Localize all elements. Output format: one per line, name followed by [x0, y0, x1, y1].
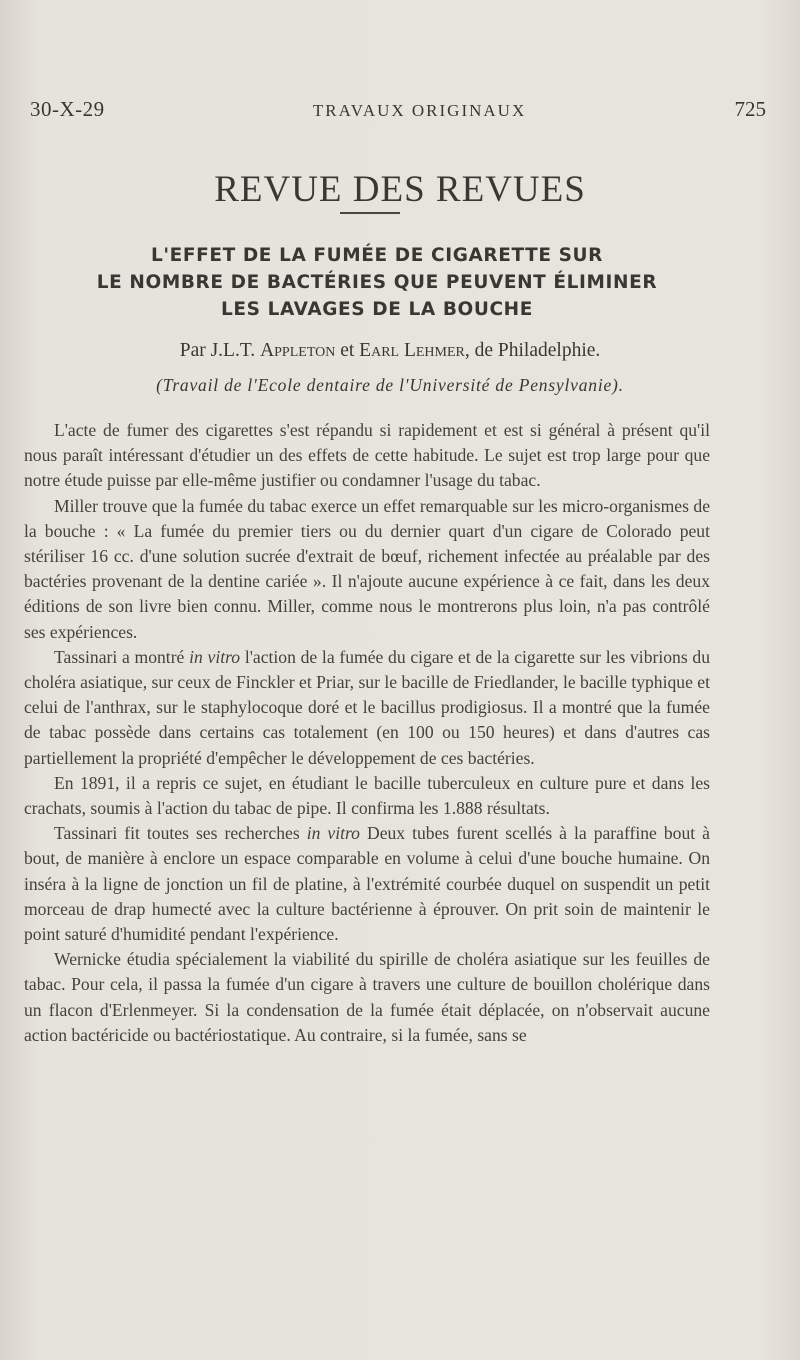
article-title-line: LE NOMBRE DE BACTÉRIES QUE PEUVENT ÉLIMINER — [96, 272, 658, 293]
article-title-line: L'EFFET DE LA FUMÉE DE CIGARETTE SUR — [150, 245, 604, 266]
paragraph: En 1891, il a repris ce sujet, en étudiant le bacille tuberculeux en culture pure et dans les crachats, soumis à l'action du tabac de pipe. Il confirma les 1.888 résultats. — [24, 772, 710, 819]
issue-date: 30-X-29 — [30, 97, 105, 121]
byline-prefix: Par J.L.T. — [179, 340, 256, 361]
paragraph-text: l'action de la fumée du cigare et de la cigarette sur les vibrions du choléra asiatique, sur ceux de Finckler et Priar, sur le bacille de Friedlander, le bacille typhique et celui de l'anthrax, sur le staphylocoque doré et le bacillus prodigiosus. Il a montré que la fumée de tabac possède dans certains cas totalement (en 100 ou 150 heures) et dans d'autres cas partiellement la propriété d'empêcher le développement de ces bactéries. — [24, 646, 710, 768]
paragraph — [24, 645, 710, 771]
author-appleton: Appleton — [260, 340, 336, 361]
byline — [0, 340, 780, 362]
article-title-line: LES LAVAGES DE LA BOUCHE — [221, 299, 533, 320]
paragraph — [24, 821, 710, 947]
page-number: 725 — [734, 97, 766, 121]
affiliation: (Travail de l'Ecole dentaire de l'Université de Pensylvanie). — [156, 375, 624, 395]
italic-term: in vitro — [189, 646, 241, 667]
section-title: REVUE DES REVUES — [214, 169, 586, 210]
paragraph-text: Deux tubes furent scellés à la paraffine bout à bout, de manière à enclore un espace comparable en volume à celui d'une bouche humaine. On inséra à la ligne de jonction un fil de platine, à l'extrémité courbée duquel on suspendit un petit morceau de drap humecté avec la culture bactérienne à éprouver. On prit soin de maintenir le point saturé d'humidité pendant l'expérience. — [24, 823, 710, 945]
paragraph-text: Tassinari fit toutes ses recherches — [54, 823, 300, 844]
article-body — [24, 418, 710, 1048]
paragraph: Wernicke étudia spécialement la viabilité du spirille de choléra asiatique sur les feuilles de tabac. Pour cela, il passa la fumée d'un cigare à travers une culture de bouillon cholérique dans un flacon d'Erlenmeyer. Si la condensation de la fumée était déplacée, on n'observait aucune action bactéricide ou bactériostatique. Au contraire, si la fumée, sans se — [24, 949, 710, 1045]
italic-term: in vitro — [306, 823, 360, 844]
running-head — [30, 97, 766, 122]
byline-conjunction: et — [340, 340, 355, 361]
paragraph-text: Tassinari a montré — [54, 646, 185, 667]
title-rule — [340, 212, 400, 214]
author-lehmer: Earl Lehmer, — [359, 340, 470, 361]
running-title: TRAVAUX ORIGINAUX — [312, 101, 527, 120]
byline-location: de Philadelphie. — [474, 340, 601, 361]
paragraph: Miller trouve que la fumée du tabac exerce un effet remarquable sur les micro-organismes de la bouche : « La fumée du premier tiers ou du dernier quart d'un cigare de Colorado peut stériliser 16 cc. d'une solution sucrée d'extrait de bœuf, richement infectée au préalable par des bactéries provenant de la dentine cariée ». Il n'ajoute aucune expérience à ce fait, dans les deux éditions de son livre bien connu. Miller, comme nous le montrerons plus loin, n'a pas contrôlé ses expériences. — [24, 495, 710, 642]
article-title — [20, 242, 734, 323]
paragraph: L'acte de fumer des cigarettes s'est répandu si rapidement et est si général à présent qu'il nous paraît intéressant d'étudier un des effets de cette habitude. Le sujet est trop large pour que notre étude puisse par elle-même justifier ou condamner l'usage du tabac. — [24, 420, 710, 491]
